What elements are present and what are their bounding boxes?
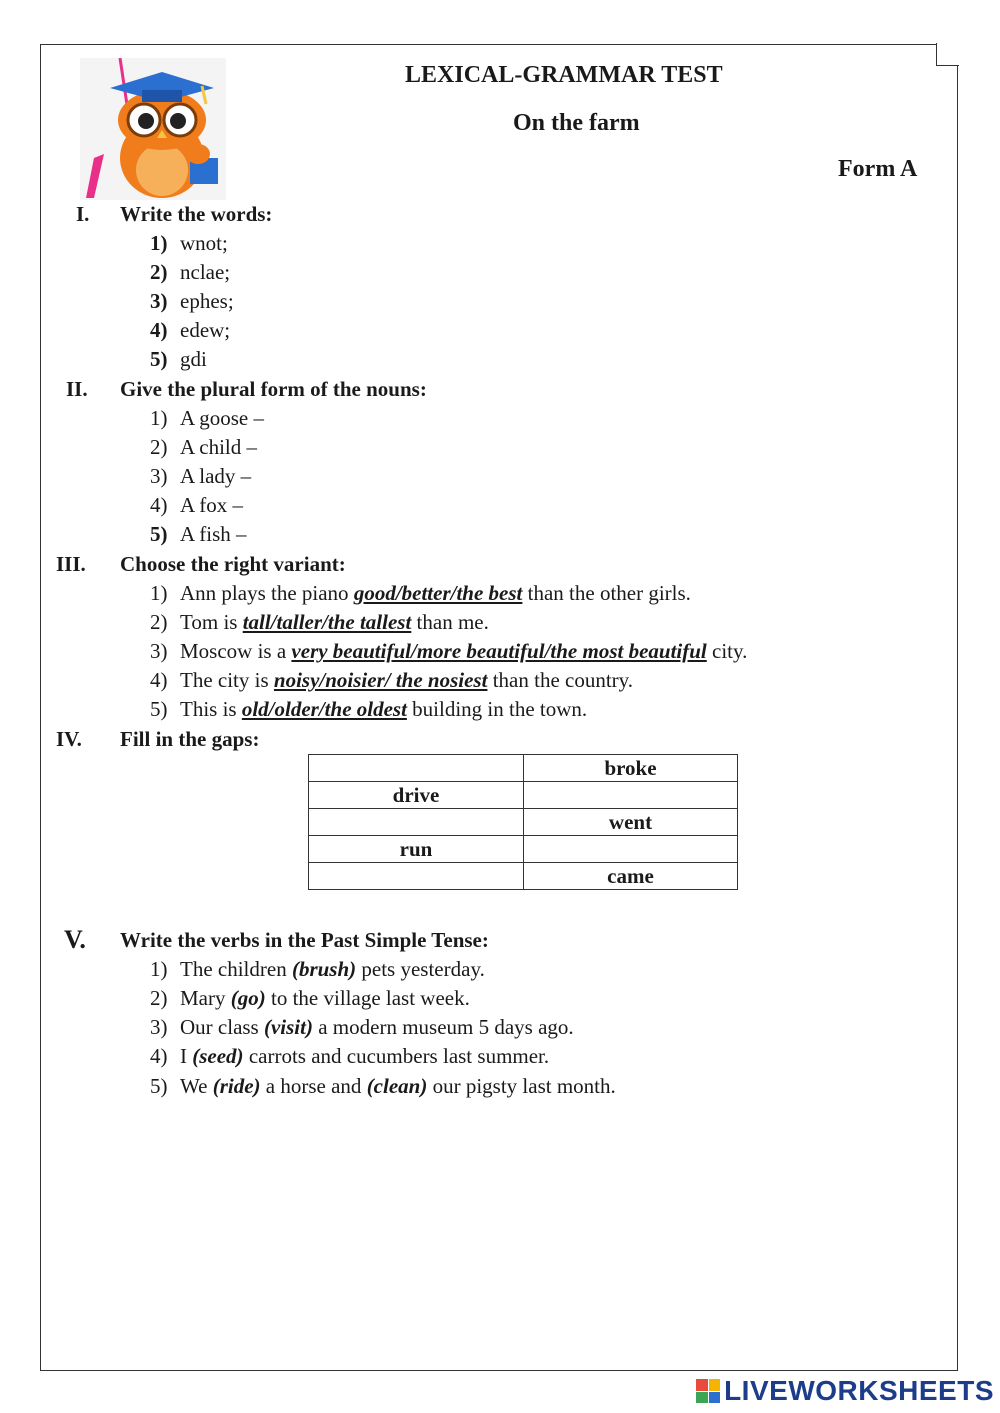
section-1-title: Write the words: bbox=[120, 202, 273, 226]
answer-options[interactable]: noisy/noisier/ the nosiest bbox=[273, 668, 488, 692]
table-cell: broke bbox=[524, 755, 738, 782]
list-item: 1) The children (brush) pets yesterday. bbox=[150, 957, 485, 981]
list-item: 1) wnot; bbox=[150, 231, 228, 255]
list-item: 3) ephes; bbox=[150, 289, 234, 313]
brand-name: LIVEWORKSHEETS bbox=[724, 1375, 994, 1406]
table-cell: went bbox=[524, 809, 738, 836]
section-2-title: Give the plural form of the nouns: bbox=[120, 377, 427, 401]
list-item: 5) We (ride) a horse and (clean) our pigsty last month. bbox=[150, 1074, 616, 1098]
logo-grid-icon bbox=[696, 1379, 720, 1403]
table-cell: drive bbox=[309, 782, 524, 809]
gap-cell[interactable] bbox=[309, 863, 524, 890]
folded-corner bbox=[936, 43, 959, 66]
table-cell: run bbox=[309, 836, 524, 863]
list-item: 1) Ann plays the piano good/better/the best than the other girls. bbox=[150, 581, 691, 605]
table-row bbox=[309, 755, 738, 782]
section-1-number: I. bbox=[76, 202, 90, 226]
verb-prompt[interactable]: (seed) bbox=[192, 1044, 244, 1068]
page-subtitle: On the farm bbox=[513, 110, 640, 136]
answer-options[interactable]: old/older/the oldest bbox=[241, 697, 407, 721]
list-item: 2) A child – bbox=[150, 435, 257, 459]
list-item: 5) gdi bbox=[150, 347, 207, 371]
table-row bbox=[309, 782, 738, 809]
list-item: 1) A goose – bbox=[150, 406, 264, 430]
form-label: Form A bbox=[838, 156, 918, 182]
section-2-number: II. bbox=[66, 377, 88, 401]
gap-cell[interactable] bbox=[309, 755, 524, 782]
table-cell: came bbox=[524, 863, 738, 890]
list-item: 4) edew; bbox=[150, 318, 231, 342]
list-item: 3) A lady – bbox=[150, 464, 252, 488]
section-3-number: III. bbox=[56, 552, 86, 576]
list-item: 2) Tom is tall/taller/the tallest than me. bbox=[150, 610, 489, 634]
verb-prompt[interactable]: (ride) bbox=[212, 1074, 261, 1098]
section-4-number: IV. bbox=[56, 727, 82, 751]
verb-prompt[interactable]: (brush) bbox=[291, 957, 357, 981]
list-item: 4) The city is noisy/noisier/ the nosiest than the country. bbox=[150, 668, 634, 692]
list-item: 3) Our class (visit) a modern museum 5 days ago. bbox=[150, 1015, 574, 1039]
list-item: 3) Moscow is a very beautiful/more beautiful/the most beautiful city. bbox=[150, 639, 748, 663]
gap-cell[interactable] bbox=[524, 836, 738, 863]
list-item: 4) A fox – bbox=[150, 493, 243, 517]
list-item: 2) nclae; bbox=[150, 260, 231, 284]
section-5-title: Write the verbs in the Past Simple Tense: bbox=[120, 928, 489, 952]
verb-prompt[interactable]: (clean) bbox=[366, 1074, 428, 1098]
list-item: 5) A fish – bbox=[150, 522, 247, 546]
table-row bbox=[309, 836, 738, 863]
list-item: 2) Mary (go) to the village last week. bbox=[150, 986, 470, 1010]
verb-forms-table bbox=[308, 754, 738, 890]
answer-options[interactable]: tall/taller/the tallest bbox=[242, 610, 412, 634]
verb-prompt[interactable]: (visit) bbox=[263, 1015, 313, 1039]
answer-options[interactable]: very beautiful/more beautiful/the most beautiful bbox=[291, 639, 707, 663]
gap-cell[interactable] bbox=[524, 782, 738, 809]
section-3-title: Choose the right variant: bbox=[120, 552, 346, 576]
section-4-title: Fill in the gaps: bbox=[120, 727, 260, 751]
list-item: 5) This is old/older/the oldest building in the town. bbox=[150, 697, 588, 721]
verb-prompt[interactable]: (go) bbox=[230, 986, 266, 1010]
owl-teacher-illustration bbox=[80, 58, 226, 200]
page-title: LEXICAL-GRAMMAR TEST bbox=[405, 62, 723, 88]
answer-options[interactable]: good/better/the best bbox=[353, 581, 523, 605]
table-row bbox=[309, 863, 738, 890]
gap-cell[interactable] bbox=[309, 809, 524, 836]
liveworksheets-logo[interactable] bbox=[696, 1375, 994, 1407]
table-row bbox=[309, 809, 738, 836]
list-item: 4) I (seed) carrots and cucumbers last summer. bbox=[150, 1044, 550, 1068]
section-5-number: V. bbox=[64, 925, 86, 954]
